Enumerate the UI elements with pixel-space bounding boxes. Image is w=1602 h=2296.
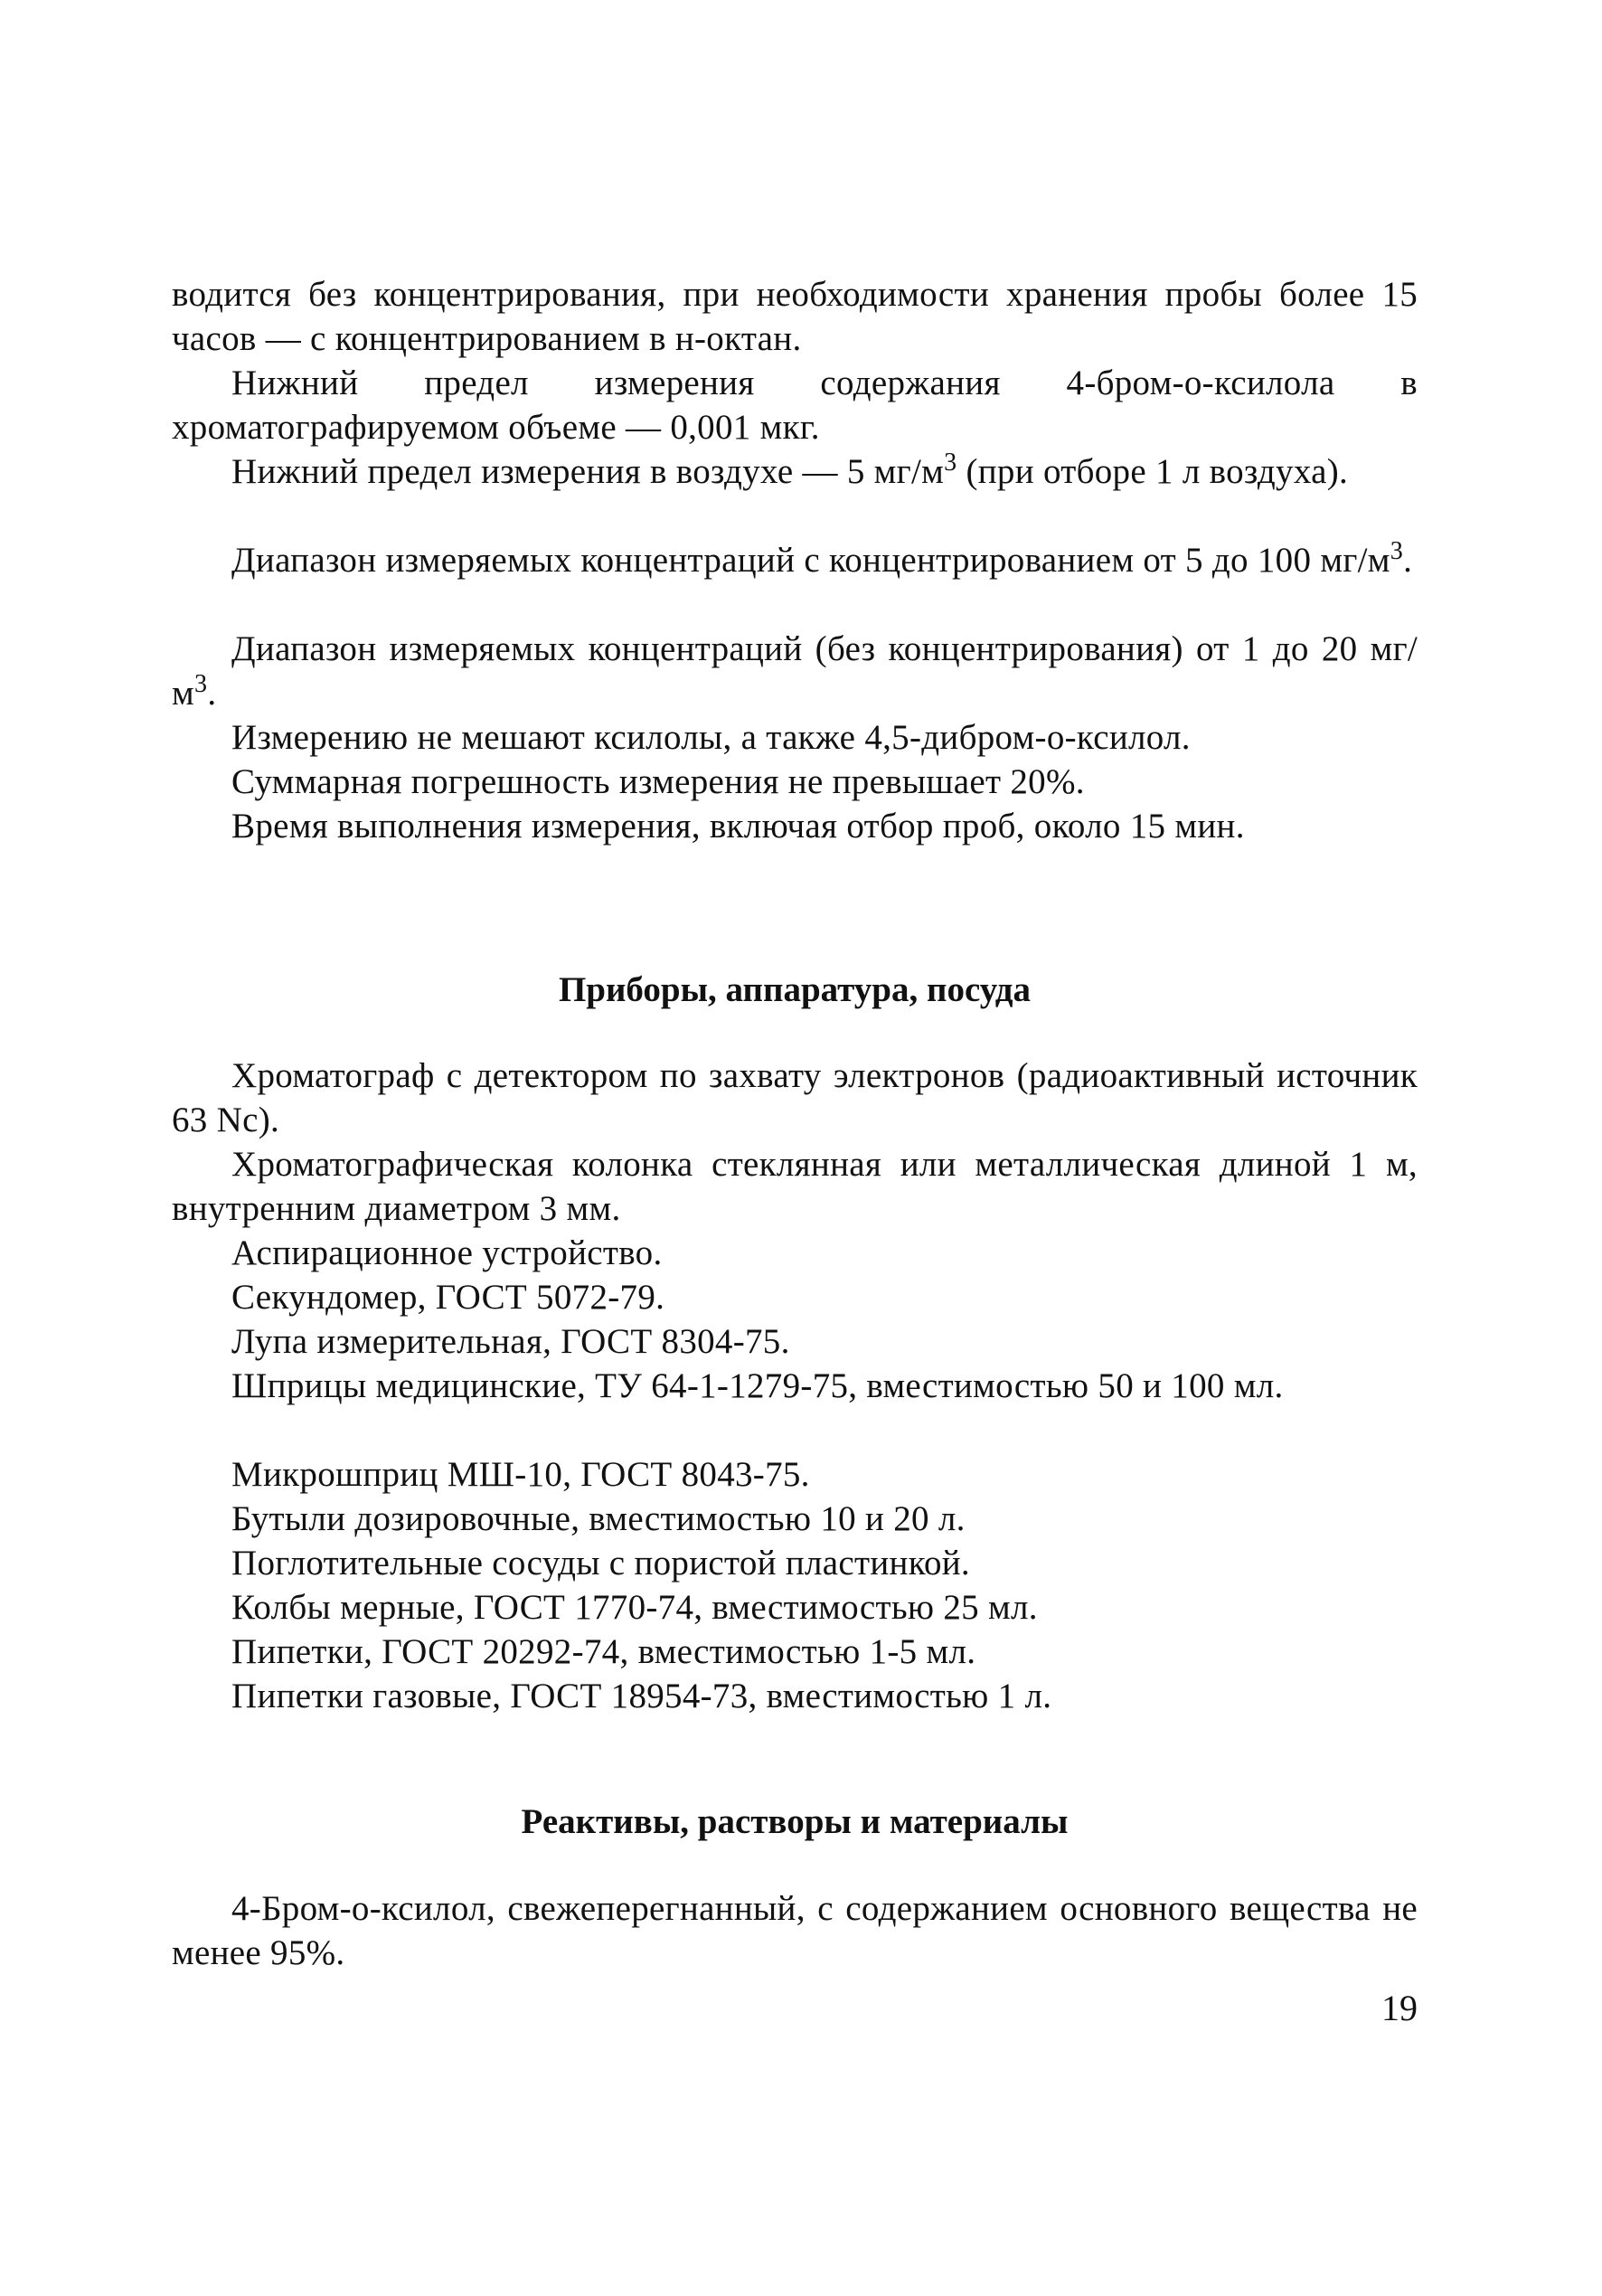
- range-with-conc-text-end: .: [1403, 541, 1413, 580]
- range-with-conc-text: Диапазон измеряемых концентраций с концентрированием от 5 до 100 мг/м: [231, 541, 1390, 580]
- equipment-item: Хроматограф с детектором по захвату электронов (радиоактивный источник 63 Nc).: [172, 1056, 1418, 1139]
- equipment-item: Поглотительные сосуды с пористой пластинкой.: [231, 1544, 970, 1583]
- equipment-item: Колбы мерные, ГОСТ 1770-74, вместимостью 25 мл.: [231, 1588, 1038, 1627]
- paragraph-range-without-concentration: [172, 627, 1418, 715]
- equipment-item: Лупа измерительная, ГОСТ 8304-75.: [231, 1322, 790, 1361]
- lower-limit-air-text: Нижний предел измерения в воздухе — 5 мг/м: [231, 452, 945, 491]
- paragraph-interference: Измерению не мешают ксилолы, а также 4,5-дибром-о-ксилол.: [231, 718, 1191, 757]
- paragraph-error: Суммарная погрешность измерения не превышает 20%.: [231, 762, 1085, 801]
- paragraph-lower-limit-volume: Нижний предел измерения содержания 4-бром-о-ксилола в хроматографируемом объеме — 0,001 мкг.: [172, 364, 1418, 447]
- paragraph-continuation: водится без концентрирования, при необходимости хранения пробы более 15 часов — с концентрированием в н-октан.: [172, 275, 1418, 358]
- section-title-reagents: Реактивы, растворы и материалы: [521, 1802, 1069, 1841]
- equipment-item: Шприцы медицинские, ТУ 64-1-1279-75, вместимостью 50 и 100 мл.: [231, 1366, 1284, 1405]
- equipment-item: Микрошприц МШ-10, ГОСТ 8043-75.: [231, 1455, 810, 1494]
- lower-limit-air-text-end: (при отборе 1 л воздуха).: [956, 452, 1349, 491]
- range-without-conc-text: Диапазон измеряемых концентраций (без концентрирования) от 1 до 20 мг/м: [172, 629, 1418, 713]
- equipment-item: Пипетки газовые, ГОСТ 18954-73, вместимостью 1 л.: [231, 1677, 1052, 1715]
- paragraph-time: Время выполнения измерения, включая отбор проб, около 15 мин.: [231, 807, 1245, 846]
- equipment-item: Бутыли дозировочные, вместимостью 10 и 20 л.: [231, 1499, 966, 1538]
- range-without-conc-text-end: .: [207, 674, 217, 713]
- superscript-3: 3: [944, 449, 957, 477]
- equipment-item: Хроматографическая колонка стеклянная или металлическая длиной 1 м, внутренним диаметром 3 мм.: [172, 1145, 1418, 1228]
- reagent-item: 4-Бром-о-ксилол, свежеперегнанный, с содержанием основного вещества не менее 95%.: [172, 1889, 1418, 1972]
- section-title-equipment: Приборы, аппаратура, посуда: [558, 970, 1032, 1009]
- equipment-item: Аспирационное устройство.: [231, 1233, 663, 1272]
- paragraph-range-with-concentration: [172, 538, 1418, 582]
- equipment-item: Секундомер, ГОСТ 5072-79.: [231, 1278, 665, 1317]
- superscript-3: 3: [193, 670, 208, 698]
- page-number: 19: [1381, 1988, 1418, 2028]
- paragraph-lower-limit-air: [172, 449, 1418, 494]
- equipment-item: Пипетки, ГОСТ 20292-74, вместимостью 1-5 мл.: [231, 1632, 976, 1671]
- superscript-3: 3: [1390, 537, 1404, 565]
